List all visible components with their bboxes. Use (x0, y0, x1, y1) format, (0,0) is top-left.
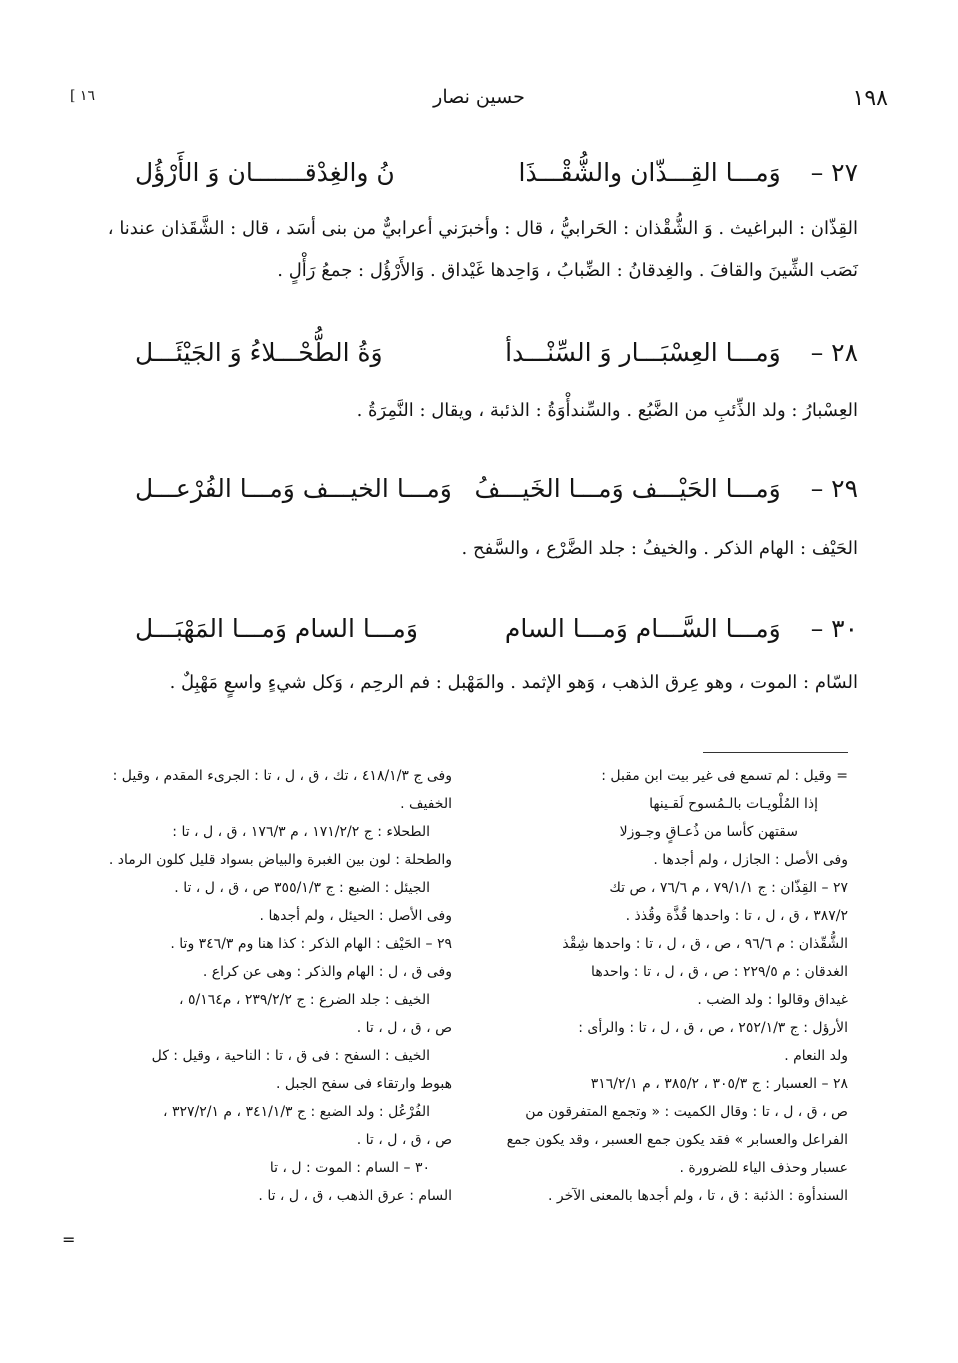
commentary-line: السّام : الموت ، وهو عِرق الذهب ، وَهو الإثمد . والمَهْبل : فم الرحِم ، وَكل شيءٍ واسعٍ مَهْبِلٌ . (169, 672, 858, 693)
bracket-number: [ ١٦ (70, 88, 95, 104)
verse-first-hemistich: وَمـــا السَّـــام وَمـــا السام (504, 614, 781, 643)
footnote-line: ولد النعام . (784, 1048, 848, 1064)
verse-second-hemistich: وَمـــا الخيـــف وَمـــا الفُرْعـــل (135, 474, 452, 503)
verse-28 (135, 338, 858, 367)
footnote-line: وفى ق ، ل : الهام والذكر : وهى عن كراع . (202, 964, 452, 980)
commentary-27 (70, 208, 858, 292)
footnote-line: السندأوة : الذئبة : ق ، تا ، ولم أجدها بالمعنى الآخر . (548, 1188, 848, 1204)
commentary-line: الحَيْف : الهام الذكر . والخيفُ : جلد الضَّرْع ، والسَّفح . (461, 538, 858, 559)
footnotes-left-column (62, 762, 452, 1210)
commentary-28 (70, 390, 858, 432)
footnote-poem-line: سقتهن كأسا من ذُعـاقٍ وجـوزلا (619, 824, 798, 840)
footnote-line: ٣٨٧/٢ ، ق ، ل ، تا : واحدها قُذَّة وقُذذ . (625, 908, 848, 924)
footnote-line: ص ، ق ، ل ، تا . (356, 1132, 452, 1148)
verse-number: ٣٠ – (810, 614, 858, 643)
footnote-line: = وقيل : لم تسمع فى غير بيت ابن مقبل : (601, 768, 848, 784)
footnote-line: الأرؤل : ج ٢٥٢/١/٣ ، ص ، ق ، ل ، تا : والرأى : (578, 1020, 848, 1036)
footnote-line: والطحلة : لون بين الغبرة والبياض بسواد قليل كلون الرماد . (108, 852, 452, 868)
verse-27 (135, 158, 858, 187)
commentary-line: العِسْبارُ : ولد الذِّئبِ من الضَّبُع . والسِّندأْوَةُ : الذئبة ، ويقال : النَّمِرَةُ . (356, 400, 858, 421)
footnote-line: الخيف : جلد الضرع : ج ٢٣٩/٢/٢ ، م٥/١٦٤ ، (179, 992, 430, 1008)
footnote-separator (703, 752, 848, 753)
footnote-line: الفُرْعُل : ولد الضبع : ج ٣٤١/١/٣ ، م ٣٢٧/٢/١ ، (162, 1104, 430, 1120)
verse-first-hemistich: وَمـــا القِـــذّان والشُّقْـــذَا (518, 158, 781, 187)
footnote-line: ٢٧ – القِذّان : ج ٧٩/١/١ ، م ٧٦/٦ ، ص تك (609, 880, 848, 896)
verse-number: ٢٩ – (810, 474, 858, 503)
continuation-mark: = (62, 1230, 76, 1249)
verse-number: ٢٨ – (810, 338, 858, 367)
page-number: ١٩٨ (852, 86, 888, 111)
verse-number: ٢٧ – (810, 158, 858, 187)
footnote-line: وفى ج ٤١٨/١/٣ ، تك ، ق ، ل ، تا : الجرىء المقدم ، وقيل : (112, 768, 452, 784)
verse-second-hemistich: وَةُ الطُّحْـــلاءُ وَ الجَيْئَـــل (135, 338, 383, 367)
verse-first-hemistich: وَمـــا العِسْبَـــار وَ السِّنْـــدأ (505, 338, 781, 367)
footnote-line: ٣٠ – السام : الموت : ل ، تا (269, 1160, 430, 1176)
verse-first-hemistich: وَمـــا الحَيْـــف وَمـــا الخَيـــفُ (474, 474, 781, 503)
footnotes-right-column (468, 762, 848, 1210)
footnote-line: الجيئل : الضبع : ج ٣٥٥/١/٣ ص ، ق ، ل ، تا . (174, 880, 430, 896)
footnote-line: ص ، ق ، ل ، تا : وقال الكميت : « وتجمع المتفرقون من (525, 1104, 848, 1120)
footnote-line: الغدقان : م ٢٢٩/٥ : ص ، ق ، ل ، تا : واحدها (591, 964, 848, 980)
verse-29 (135, 474, 858, 503)
verse-30 (135, 614, 858, 643)
footnote-line: السام : عرق الذهب ، ق ، ل ، تا . (258, 1188, 452, 1204)
commentary-30 (70, 662, 858, 704)
footnote-line: الفراعل والعسابر » فقد يكون جمع العسبر ، وقد يكون جمع (506, 1132, 848, 1148)
verse-second-hemistich: وَمـــا السام وَمـــا المَهْبَـــل (135, 614, 418, 643)
footnote-line: الشُّقّذان : م ٩٦/٦ ، ص ، ق ، ل ، تا : واحدها شِقْذ (562, 936, 848, 952)
running-title: حسين نصار (433, 86, 525, 108)
footnote-line: ٢٨ – العسبار : ج ٣٠٥/٣ ، ٣٨٥/٢ ، م ٣١٦/٢/١ (590, 1076, 848, 1092)
footnote-line: الخفيف . (400, 796, 452, 812)
footnote-line: هبوط وارتقاء فى سفح الجبل . (276, 1076, 452, 1092)
commentary-line: القِذّان : البراغيث . وَ الشُّقْذان : الحَرابيُّ ، قال : وأخبرَني أعرابيٌّ من بنى أسَد ، قال : الشَّقَذان عندنا ، (107, 218, 858, 239)
footnote-line: عسبار وحذف الياء للضرورة . (679, 1160, 848, 1176)
page-header (70, 86, 888, 116)
footnote-line: غيداق وقالوا : ولد الضب . (697, 992, 848, 1008)
footnote-line: الخيف : السفح : فى ق ، تا : الناحية ، وقيل : كل (151, 1048, 430, 1064)
footnote-line: وفى الأصل : الحيئل ، ولم أجدها . (259, 908, 452, 924)
footnote-poem-line: إذا المُلْويـات بالـمُسوح لَقـينها (649, 796, 818, 812)
verse-second-hemistich: نُ والغِدْقـــــــان وَ الأَرْؤُل (135, 158, 395, 187)
commentary-29 (70, 528, 858, 570)
footnote-line: ص ، ق ، ل ، تا . (356, 1020, 452, 1036)
commentary-line: نَصَب الشِّينَ والقافَ . والغِدقانُ : الضِّبابُ ، وَاحِدها غَيْداق . وَالأَرْؤُل : جمعُ رَأْلٍ . (277, 260, 858, 281)
footnote-line: الطحلاء : ج ١٧١/٢/٢ ، م ١٧٦/٣ ، ق ، ل ، تا : (172, 824, 430, 840)
footnote-line: ٢٩ – الحَيْف : الهام الذكر : كذا هنا وم ٣٤٦/٣ وتا . (170, 936, 452, 952)
footnote-line: وفى الأصل : الجازل ، ولم أجدها . (653, 852, 848, 868)
